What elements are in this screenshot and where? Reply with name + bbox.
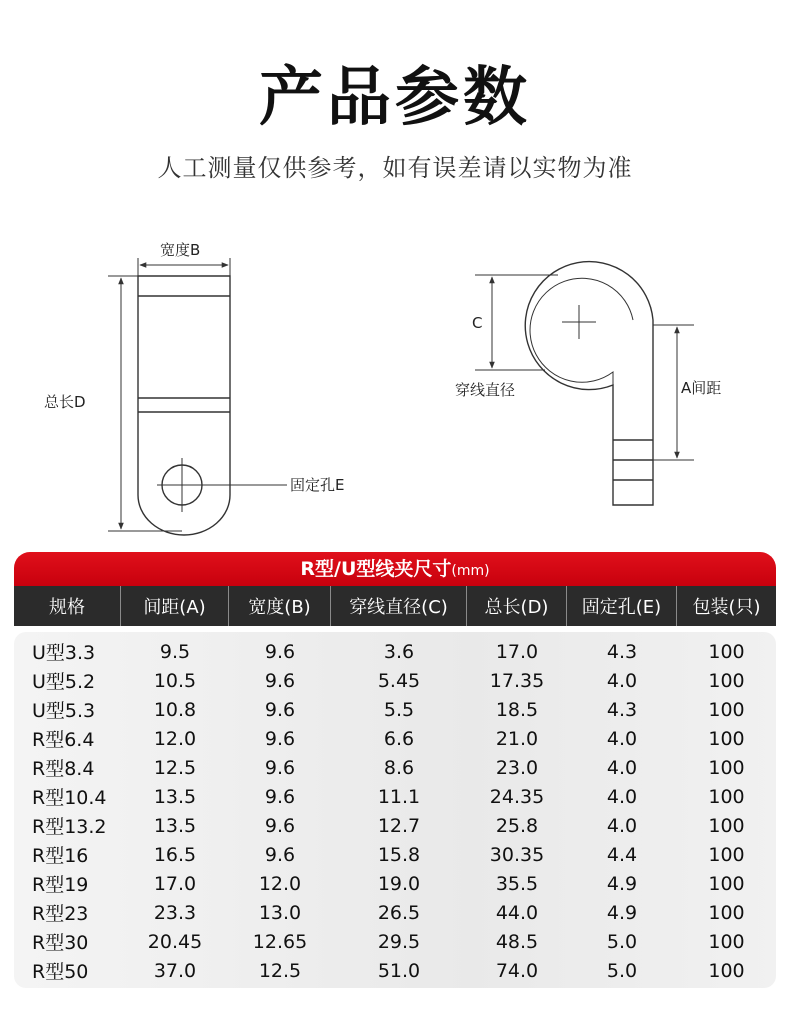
cell-length: 25.8 (495, 814, 539, 837)
table-title: R型/U型线夹尺寸 (300, 558, 452, 580)
cell-length: 24.35 (489, 785, 545, 808)
cell-hole: 4.3 (606, 698, 638, 721)
cell-package: 100 (708, 843, 745, 866)
cell-spacing: 16.5 (153, 843, 197, 866)
cell-wire-diameter: 5.45 (377, 669, 421, 692)
cell-wire-diameter: 29.5 (377, 930, 421, 953)
table-body (14, 637, 776, 985)
column-header-package: 包装(只) (692, 597, 761, 618)
cell-wire-diameter: 8.6 (383, 756, 415, 779)
cell-width: 9.6 (264, 756, 296, 779)
table-row (14, 898, 776, 927)
hole-e-label: 固定孔E (290, 476, 345, 494)
cell-package: 100 (708, 669, 745, 692)
cell-wire-diameter: 6.6 (383, 727, 415, 750)
cell-wire-diameter: 12.7 (377, 814, 421, 837)
cell-width: 9.6 (264, 727, 296, 750)
table-row (14, 869, 776, 898)
cell-spec: R型19 (32, 874, 89, 896)
cell-spec: R型50 (32, 961, 89, 983)
cell-hole: 4.9 (606, 872, 638, 895)
cell-spec: U型3.3 (32, 642, 96, 664)
cell-length: 18.5 (495, 698, 539, 721)
cell-width: 9.6 (264, 785, 296, 808)
table-row (14, 637, 776, 666)
cell-spec: R型13.2 (32, 816, 107, 838)
cell-spacing: 13.5 (153, 785, 197, 808)
cell-width: 12.0 (258, 872, 302, 895)
cell-package: 100 (708, 756, 745, 779)
flat-clip-drawing (108, 258, 287, 535)
column-header-spec: 规格 (14, 586, 121, 626)
cell-package: 100 (708, 727, 745, 750)
cell-spec: R型23 (32, 903, 89, 925)
cell-wire-diameter: 26.5 (377, 901, 421, 924)
cell-hole: 4.0 (606, 785, 638, 808)
length-d-label: 总长D (44, 393, 86, 411)
cell-wire-diameter: 5.5 (383, 698, 415, 721)
cell-spacing: 10.5 (153, 669, 197, 692)
table-row (14, 956, 776, 985)
cell-length: 48.5 (495, 930, 539, 953)
cell-length: 35.5 (495, 872, 539, 895)
cell-spec: U型5.2 (32, 671, 96, 693)
page-subtitle: 人工测量仅供参考，如有误差请以实物为准 (157, 154, 633, 182)
cell-spec: R型30 (32, 932, 89, 954)
cell-wire-diameter: 3.6 (383, 640, 415, 663)
cell-width: 12.65 (252, 930, 308, 953)
a-spacing-label: A间距 (681, 379, 722, 397)
cell-length: 44.0 (495, 901, 539, 924)
cell-hole: 5.0 (606, 930, 638, 953)
table-header-row (14, 586, 776, 626)
cell-hole: 4.3 (606, 640, 638, 663)
cell-package: 100 (708, 872, 745, 895)
table-title-bar (14, 552, 776, 586)
cell-length: 74.0 (495, 959, 539, 982)
cell-package: 100 (708, 959, 745, 982)
cell-wire-diameter: 11.1 (377, 785, 421, 808)
cell-spacing: 10.8 (153, 698, 197, 721)
cell-hole: 5.0 (606, 959, 638, 982)
cell-width: 9.6 (264, 843, 296, 866)
table-row (14, 695, 776, 724)
cell-wire-diameter: 19.0 (377, 872, 421, 895)
width-b-label: 宽度B (160, 241, 201, 259)
c-label: C (472, 314, 483, 332)
cell-package: 100 (708, 640, 745, 663)
cell-spec: R型6.4 (32, 729, 95, 751)
cell-hole: 4.0 (606, 814, 638, 837)
cell-spacing: 9.5 (159, 640, 191, 663)
cell-length: 30.35 (489, 843, 545, 866)
cell-package: 100 (708, 785, 745, 808)
table-unit: (mm) (451, 563, 490, 579)
cell-spacing: 12.5 (153, 756, 197, 779)
cell-length: 23.0 (495, 756, 539, 779)
cell-package: 100 (708, 698, 745, 721)
column-header-width: 宽度(B) (229, 586, 331, 626)
cell-spec: R型8.4 (32, 758, 95, 780)
cell-spec: R型10.4 (32, 787, 107, 809)
table-row (14, 840, 776, 869)
cell-spacing: 20.45 (147, 930, 203, 953)
cell-hole: 4.4 (606, 843, 638, 866)
table-row (14, 811, 776, 840)
cell-package: 100 (708, 930, 745, 953)
cell-hole: 4.9 (606, 901, 638, 924)
cell-width: 12.5 (258, 959, 302, 982)
page-title: 产品参数 (259, 61, 531, 135)
cell-length: 17.35 (489, 669, 545, 692)
wire-diameter-label: 穿线直径 (455, 381, 516, 399)
table-row (14, 753, 776, 782)
cell-length: 17.0 (495, 640, 539, 663)
cell-package: 100 (708, 814, 745, 837)
cell-hole: 4.0 (606, 669, 638, 692)
cell-spacing: 23.3 (153, 901, 197, 924)
table-row (14, 666, 776, 695)
cell-spec: U型5.3 (32, 700, 96, 722)
cell-spacing: 12.0 (153, 727, 197, 750)
cell-length: 21.0 (495, 727, 539, 750)
table-row (14, 782, 776, 811)
column-header-spacing: 间距(A) (121, 586, 229, 626)
cell-spacing: 13.5 (153, 814, 197, 837)
column-header-wire-diameter: 穿线直径(C) (331, 586, 467, 626)
column-header-hole: 固定孔(E) (567, 586, 677, 626)
cell-hole: 4.0 (606, 727, 638, 750)
column-header-length: 总长(D) (467, 586, 567, 626)
cell-width: 9.6 (264, 640, 296, 663)
cell-spacing: 17.0 (153, 872, 197, 895)
cell-width: 13.0 (258, 901, 302, 924)
cell-spec: R型16 (32, 845, 89, 867)
cell-hole: 4.0 (606, 756, 638, 779)
cell-package: 100 (708, 901, 745, 924)
table-row (14, 927, 776, 956)
cell-width: 9.6 (264, 814, 296, 837)
cell-width: 9.6 (264, 669, 296, 692)
cell-spacing: 37.0 (153, 959, 197, 982)
cell-wire-diameter: 51.0 (377, 959, 421, 982)
cell-width: 9.6 (264, 698, 296, 721)
table-row (14, 724, 776, 753)
cell-wire-diameter: 15.8 (377, 843, 421, 866)
